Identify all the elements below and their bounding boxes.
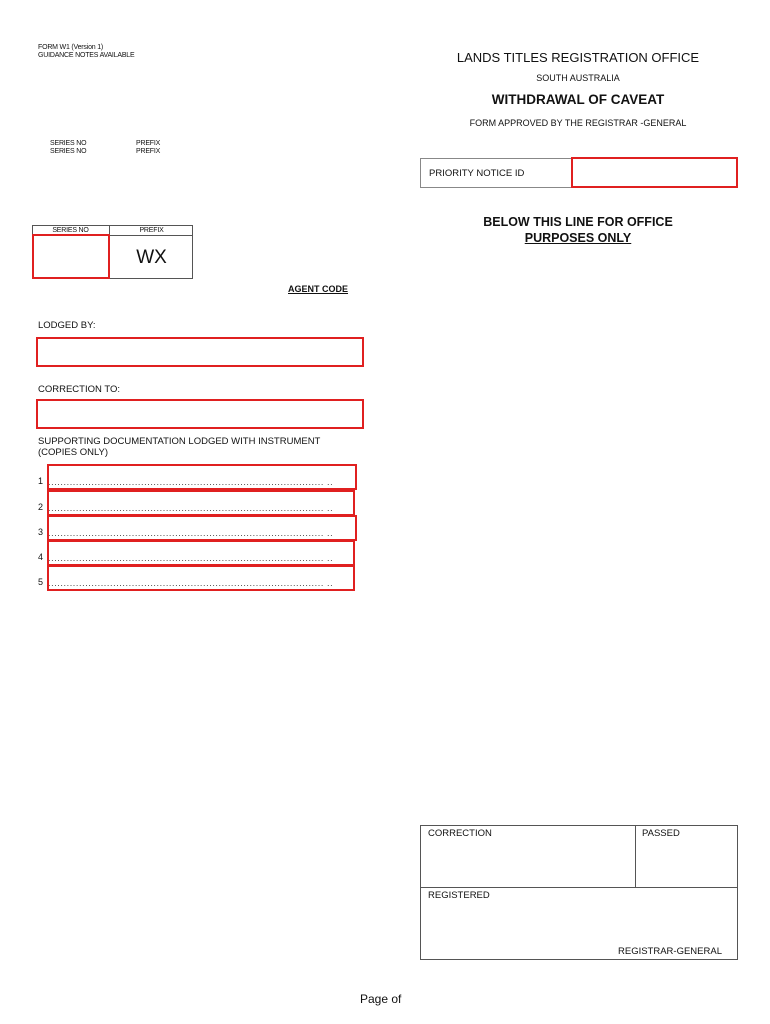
office-name: LANDS TITLES REGISTRATION OFFICE <box>456 50 700 65</box>
series-box-prefix-label: PREFIX <box>139 227 164 234</box>
dotted-line: ......................................................................................... .. <box>48 553 334 563</box>
dotted-line: ......................................................................................... .. <box>48 578 334 588</box>
series-no-label: SERIES NO <box>50 148 87 155</box>
doc-item-field-5[interactable] <box>47 565 355 591</box>
dotted-line: ......................................................................................... .. <box>48 503 334 513</box>
doc-item-field-4[interactable] <box>47 540 355 566</box>
dotted-line: ......................................................................................... .. <box>48 477 334 487</box>
series-box-series-label: SERIES NO <box>52 227 89 234</box>
registrar-general-label: REGISTRAR-GENERAL <box>618 946 722 957</box>
lodged-by-label: LODGED BY: <box>38 320 96 331</box>
dotted-line: ......................................................................................... .. <box>48 528 334 538</box>
office-purposes-line2: PURPOSES ONLY <box>524 231 632 245</box>
prefix-label: PREFIX <box>136 140 161 147</box>
lodged-by-field[interactable] <box>36 337 364 367</box>
priority-notice-cell <box>420 158 572 188</box>
doc-item-field-1[interactable] <box>47 464 357 490</box>
office-table-row-line <box>420 887 738 888</box>
doc-item-number: 1 <box>38 476 44 486</box>
supporting-docs-sublabel: (COPIES ONLY) <box>38 447 109 458</box>
doc-item-field-3[interactable] <box>47 515 357 541</box>
passed-cell-label: PASSED <box>642 828 680 839</box>
correction-to-label: CORRECTION TO: <box>38 384 120 395</box>
doc-item-field-2[interactable] <box>47 490 355 516</box>
doc-item-number: 2 <box>38 502 44 512</box>
form-version: FORM W1 (Version 1) <box>38 44 104 51</box>
approved-by: FORM APPROVED BY THE REGISTRAR -GENERAL <box>469 118 687 128</box>
priority-notice-label: PRIORITY NOTICE ID <box>429 168 525 179</box>
state-name: SOUTH AUSTRALIA <box>536 73 620 83</box>
prefix-value: WX <box>136 247 167 268</box>
form-title: WITHDRAWAL OF CAVEAT <box>491 92 665 107</box>
page-number: Page of <box>360 992 402 1006</box>
office-purposes-line1: BELOW THIS LINE FOR OFFICE <box>483 215 673 229</box>
prefix-label: PREFIX <box>136 148 161 155</box>
priority-notice-field[interactable] <box>571 157 738 188</box>
doc-item-number: 4 <box>38 552 44 562</box>
guidance-notes: GUIDANCE NOTES AVAILABLE <box>38 52 135 59</box>
supporting-docs-label: SUPPORTING DOCUMENTATION LODGED WITH INSTRUMENT <box>38 436 321 447</box>
doc-item-number: 3 <box>38 527 44 537</box>
doc-item-number: 5 <box>38 577 44 587</box>
registered-cell-label: REGISTERED <box>428 890 490 901</box>
correction-to-field[interactable] <box>36 399 364 429</box>
series-no-label: SERIES NO <box>50 140 87 147</box>
office-table-divider <box>635 825 636 887</box>
agent-code-label: AGENT CODE <box>288 284 349 294</box>
correction-cell-label: CORRECTION <box>428 828 492 839</box>
series-no-field[interactable] <box>32 234 110 279</box>
